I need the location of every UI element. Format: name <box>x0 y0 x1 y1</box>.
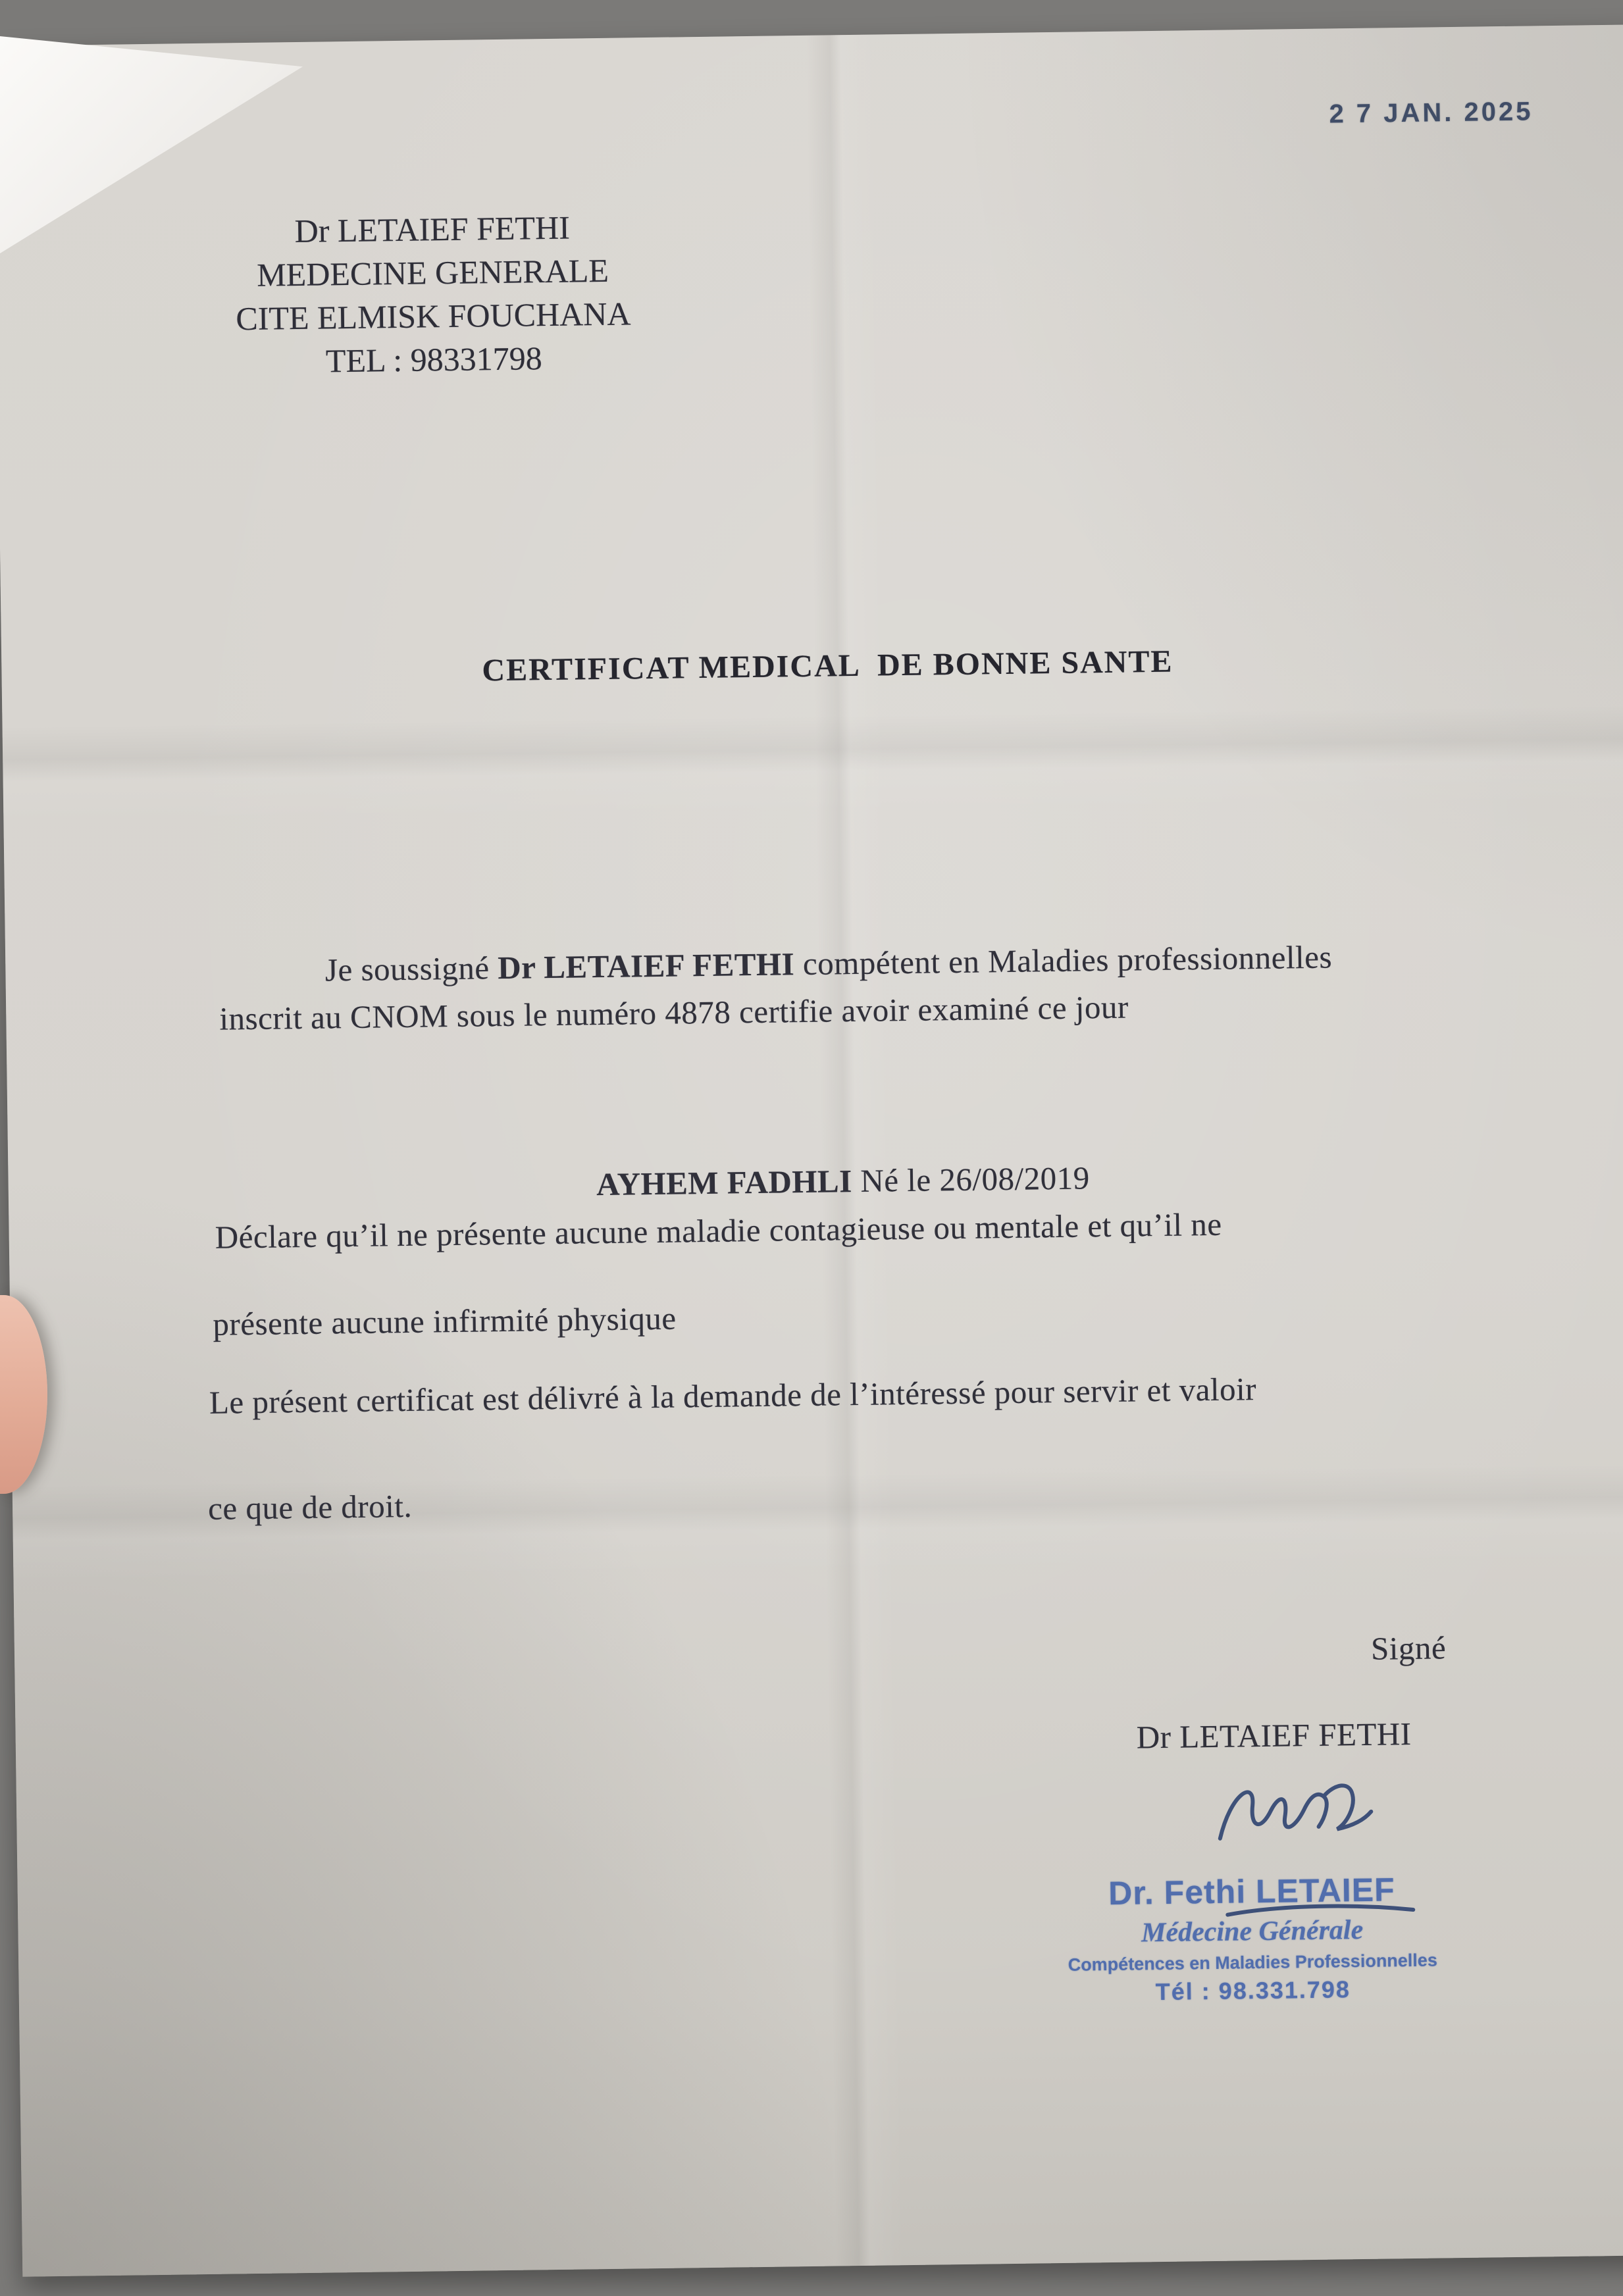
stamp-doctor-name: Dr. Fethi LETAIEF <box>1108 1871 1395 1912</box>
letterhead-phone: TEL : 98331798 <box>325 340 542 380</box>
date-stamp: 2 7 JAN. 2025 <box>1329 97 1533 129</box>
patient-birthdate: Né le 26/08/2019 <box>852 1160 1091 1200</box>
body-line-6: Le présent certificat est délivré à la demande de l’intéressé pour servir et valoir <box>209 1371 1257 1421</box>
letterhead-address: CITE ELMISK FOUCHANA <box>236 295 631 338</box>
patient-name-bold: AYHEM FADHLI <box>596 1163 853 1203</box>
signed-label: Signé <box>1370 1629 1447 1667</box>
signature-scribble <box>1194 1765 1420 1926</box>
body-line-4: Déclare qu’il ne présente aucune maladie contagieuse ou mentale et qu’il ne <box>215 1206 1222 1256</box>
document-paper <box>0 24 1623 2277</box>
body-line-2: inscrit au CNOM sous le numéro 4878 certifie avoir examiné ce jour <box>219 988 1129 1037</box>
body-line-1-post: compétent en Maladies professionnelles <box>794 938 1333 982</box>
closing-doctor-name: Dr LETAIEF FETHI <box>1136 1716 1412 1756</box>
body-line-7: ce que de droit. <box>207 1487 413 1527</box>
body-line-5: présente aucune infirmité physique <box>213 1300 677 1342</box>
stamp-competence: Compétences en Maladies Professionnelles <box>1068 1950 1438 1975</box>
doctor-name-bold: Dr LETAIEF FETHI <box>497 946 795 986</box>
letterhead-doctor-name: Dr LETAIEF FETHI <box>294 209 571 250</box>
body-line-1-pre: Je soussigné <box>324 950 498 988</box>
certificate-title: CERTIFICAT MEDICAL DE BONNE SANTE <box>482 644 1173 688</box>
stamp-phone: Tél : 98.331.798 <box>1155 1976 1351 2006</box>
stamp-specialty: Médecine Générale <box>1141 1915 1364 1949</box>
letterhead-specialty: MEDECINE GENERALE <box>256 251 609 293</box>
letterhead <box>201 205 664 384</box>
